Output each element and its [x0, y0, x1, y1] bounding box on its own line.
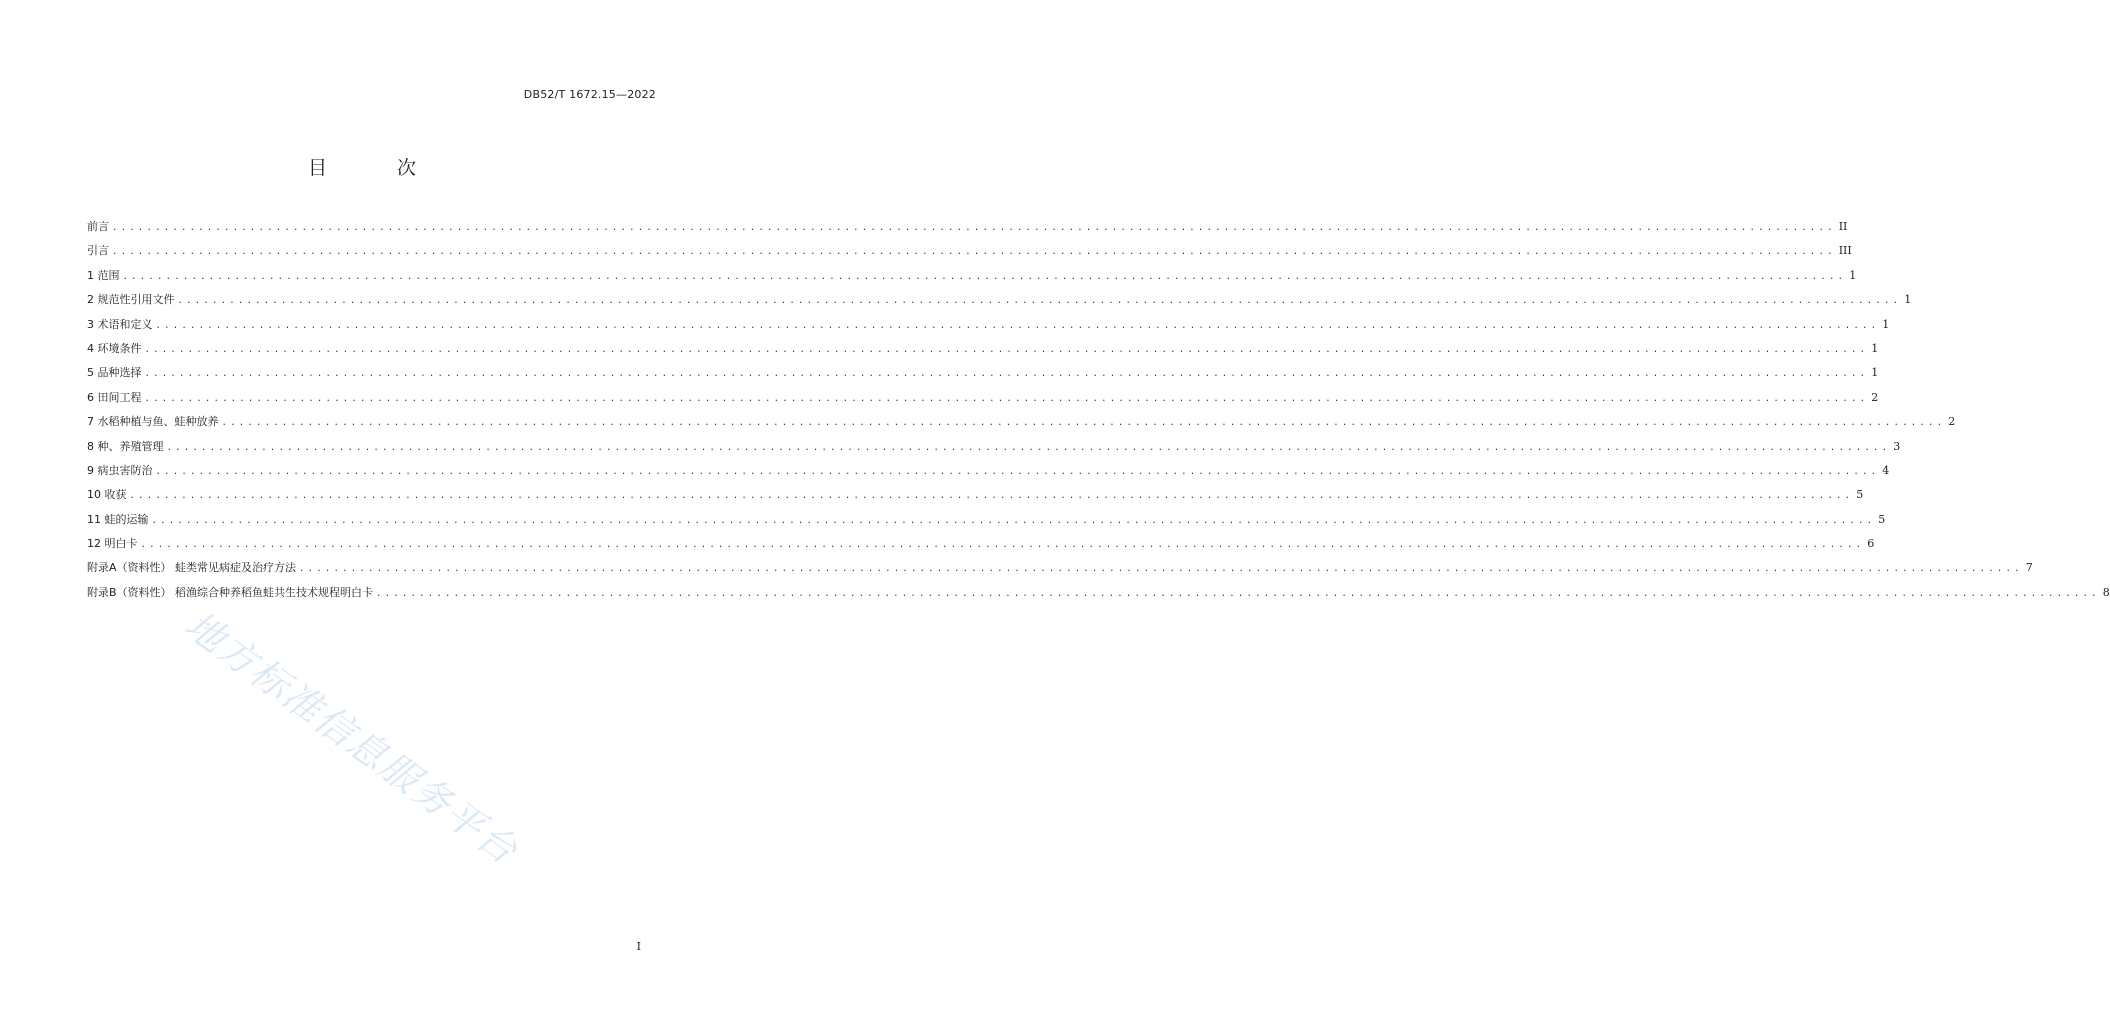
toc-leader-dots: ........................................................................................................................................................................................................	[144, 369, 1869, 380]
toc-leader-dots: ........................................................................................................................................................................................................	[155, 320, 1880, 331]
toc-entry-page: 2	[1948, 415, 1956, 429]
toc-entry[interactable]	[87, 340, 1879, 364]
toc-title: 目 次	[307, 157, 449, 179]
toc-entry[interactable]	[87, 242, 1852, 266]
toc-leader-dots: ........................................................................................................................................................................................................	[144, 393, 1869, 404]
toc-entry-page: 6	[1867, 537, 1875, 551]
toc-entry[interactable]	[87, 535, 1875, 559]
toc-leader-dots: ........................................................................................................................................................................................................	[177, 296, 1902, 307]
page-number: I	[636, 940, 641, 953]
toc-entry-label: 前言	[87, 220, 109, 233]
toc-entry-page: 2	[1871, 390, 1879, 404]
toc-entry[interactable]	[87, 511, 1886, 535]
toc-entry-label: 12 明白卡	[87, 537, 138, 551]
toc-entry-page: 3	[1893, 439, 1901, 453]
toc-entry[interactable]	[87, 584, 2110, 608]
toc-list	[87, 218, 2110, 608]
toc-entry[interactable]	[87, 291, 1912, 315]
toc-entry-page: 8	[2102, 585, 2110, 599]
toc-leader-dots: ........................................................................................................................................................................................................	[299, 564, 2023, 575]
toc-leader-dots: ........................................................................................................................................................................................................	[140, 540, 1865, 551]
toc-entry-page: 7	[2025, 561, 2033, 575]
toc-entry-label: 8 种、养殖管理	[87, 439, 164, 453]
toc-entry-page: II	[1838, 220, 1848, 233]
toc-entry-label: 6 田间工程	[87, 390, 142, 404]
toc-entry[interactable]	[87, 218, 1848, 242]
toc-entry-label: 5 品种选择	[87, 366, 142, 380]
toc-entry-page: 1	[1871, 341, 1879, 355]
toc-entry-label: 引言	[87, 244, 109, 258]
toc-leader-dots: ........................................................................................................................................................................................................	[144, 344, 1869, 355]
toc-entry-label: 10 收获	[87, 488, 127, 502]
toc-leader-dots: ........................................................................................................................................................................................................	[155, 466, 1880, 477]
toc-leader-dots: ........................................................................................................................................................................................................	[166, 442, 1891, 453]
toc-entry-label: 9 病虫害防治	[87, 463, 153, 477]
toc-entry[interactable]	[87, 486, 1864, 510]
toc-entry-label: 3 术语和定义	[87, 317, 153, 331]
toc-entry[interactable]	[87, 559, 2033, 583]
standard-number: DB52/T 1672.15—2022	[523, 88, 656, 101]
toc-entry[interactable]	[87, 267, 1857, 291]
toc-entry-page: 5	[1856, 488, 1864, 502]
toc-entry-page: 4	[1882, 463, 1890, 477]
toc-entry-page: 1	[1871, 366, 1879, 380]
toc-leader-dots: ........................................................................................................................................................................................................	[122, 271, 1847, 282]
toc-entry-label: 2 规范性引用文件	[87, 293, 175, 307]
toc-leader-dots: ........................................................................................................................................................................................................	[221, 418, 1946, 429]
toc-entry-label: 附录B（资料性） 稻渔综合种养稻鱼蛙共生技术规程明白卡	[87, 585, 374, 599]
toc-leader-dots: ........................................................................................................................................................................................................	[151, 515, 1876, 526]
toc-entry-label: 7 水稻种植与鱼、蛙种放养	[87, 415, 219, 429]
toc-entry-label: 附录A（资料性） 蛙类常见病症及治疗方法	[87, 561, 297, 575]
toc-entry[interactable]	[87, 413, 1956, 437]
toc-entry[interactable]	[87, 438, 1901, 462]
toc-entry[interactable]	[87, 389, 1879, 413]
toc-leader-dots: ........................................................................................................................................................................................................	[112, 247, 1836, 258]
toc-entry-page: 1	[1904, 293, 1912, 307]
toc-entry-label: 11 蛙的运输	[87, 512, 149, 526]
toc-entry-page: 1	[1849, 268, 1857, 282]
watermark: 地方标准信息服务平台	[177, 602, 527, 874]
toc-entry-page: 1	[1882, 317, 1890, 331]
toc-entry-label: 1 范围	[87, 268, 120, 282]
toc-leader-dots: ........................................................................................................................................................................................................	[112, 223, 1836, 233]
toc-leader-dots: ........................................................................................................................................................................................................	[376, 588, 2100, 599]
toc-entry-page: III	[1838, 244, 1852, 258]
toc-entry[interactable]	[87, 316, 1890, 340]
toc-entry[interactable]	[87, 364, 1879, 388]
toc-leader-dots: ........................................................................................................................................................................................................	[129, 491, 1854, 502]
toc-entry[interactable]	[87, 462, 1890, 486]
toc-entry-page: 5	[1878, 512, 1886, 526]
toc-entry-label: 4 环境条件	[87, 341, 142, 355]
